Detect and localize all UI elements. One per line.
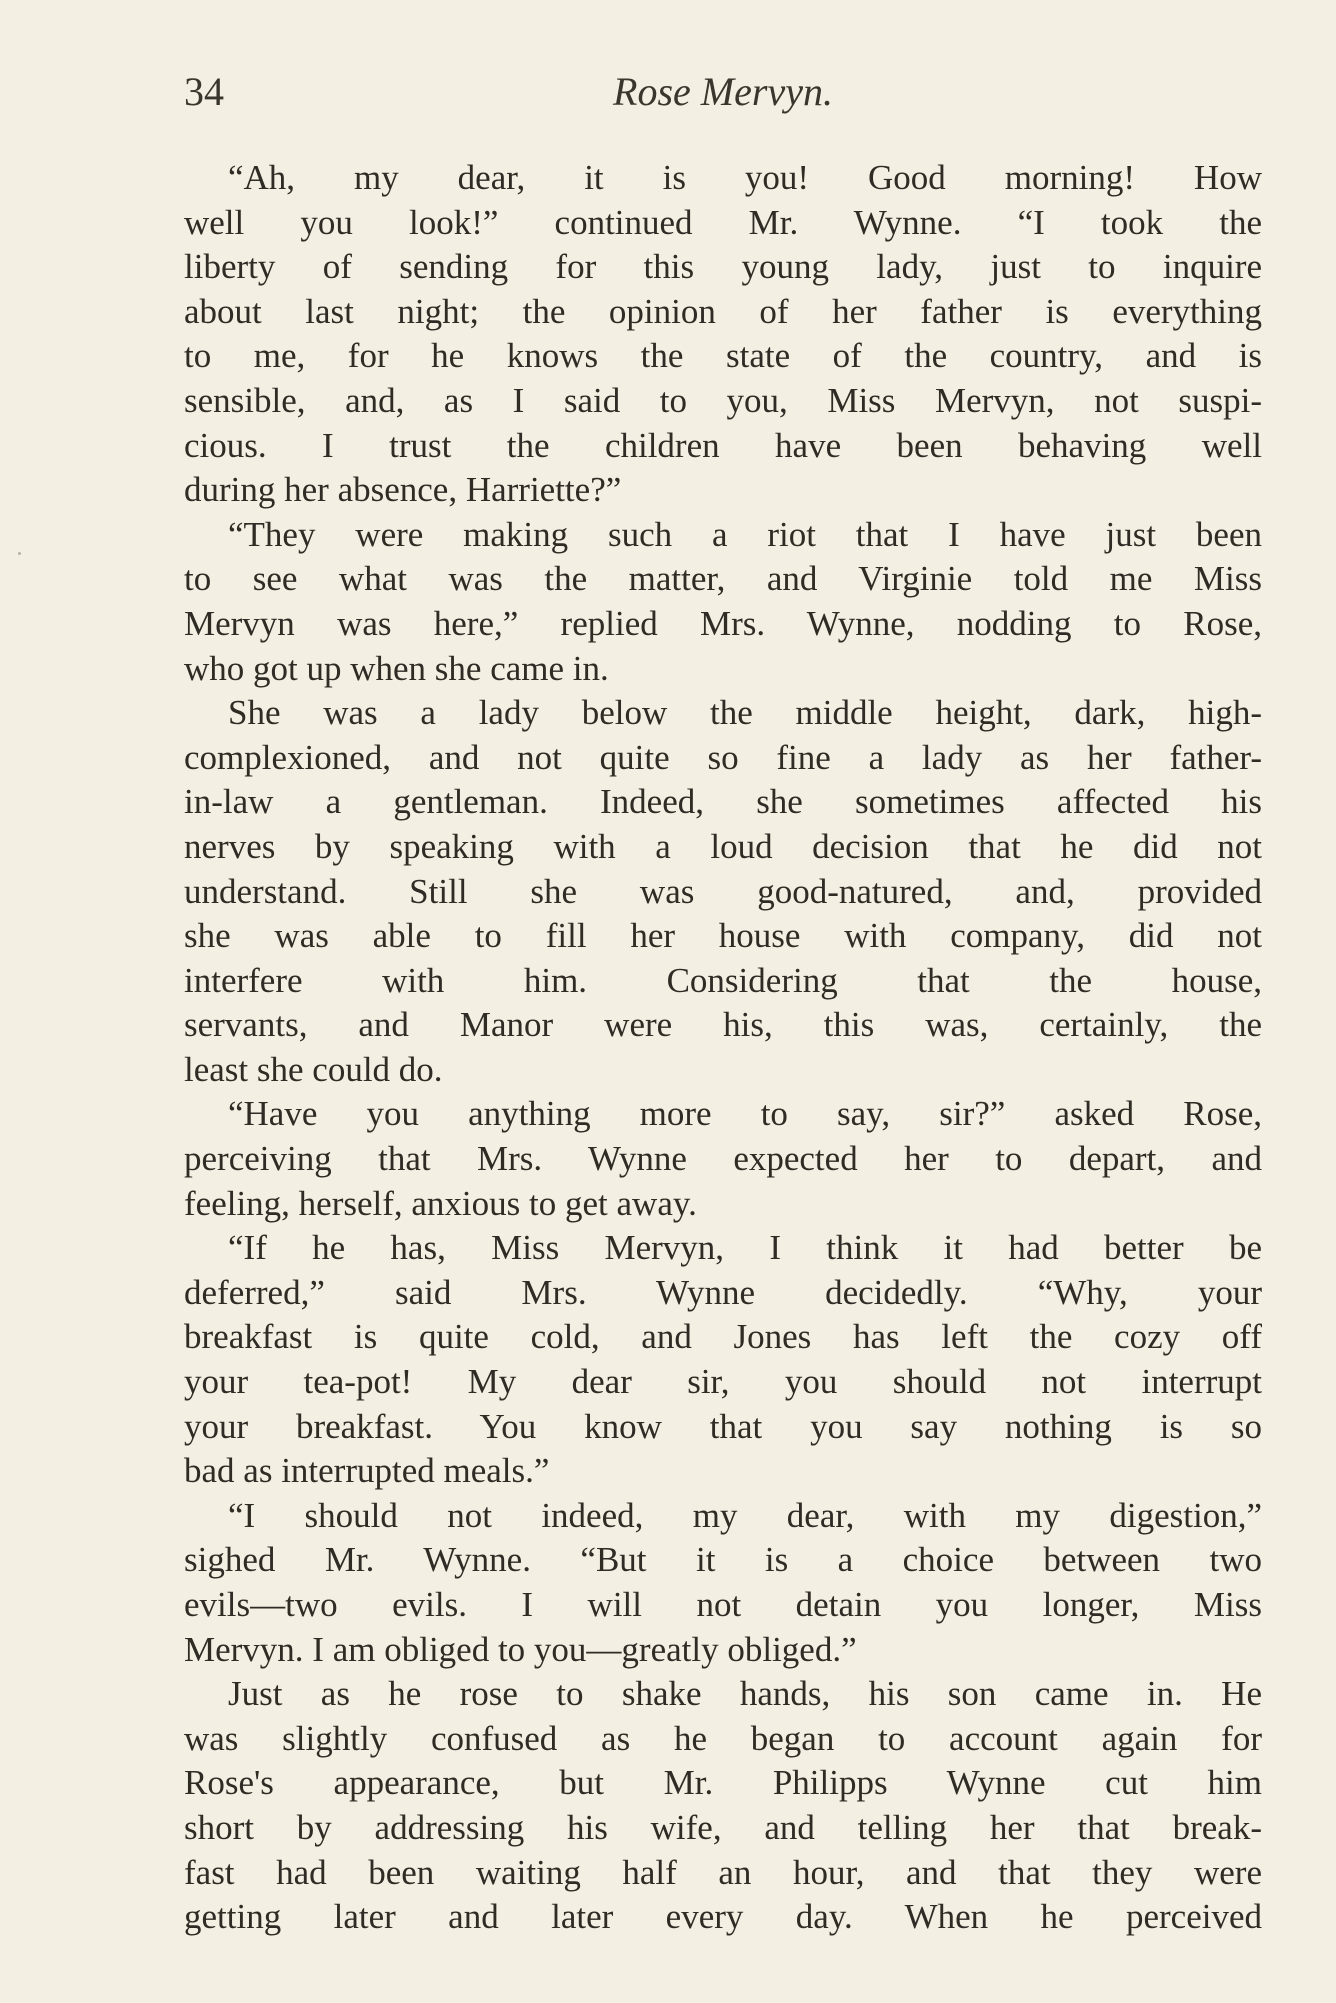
text-line: interfere with him. Considering that the house, xyxy=(184,960,1262,1000)
text-line: fast had been waiting half an hour, and that they were xyxy=(184,1852,1262,1892)
page-header xyxy=(184,62,1262,122)
text-line: breakfast is quite cold, and Jones has left the cozy off xyxy=(184,1317,1262,1357)
text-line: perceiving that Mrs. Wynne expected her to depart, and xyxy=(184,1139,1262,1179)
text-line: to see what was the matter, and Virginie told me Miss xyxy=(184,559,1262,599)
text-line: bad as interrupted meals.” xyxy=(184,1451,550,1491)
text-line: was slightly confused as he began to account again for xyxy=(184,1718,1262,1758)
text-line: She was a lady below the middle height, dark, high- xyxy=(228,693,1262,733)
text-line: getting later and later every day. When he perceived xyxy=(184,1897,1262,1937)
text-line: well you look!” continued Mr. Wynne. “I took the xyxy=(184,202,1262,242)
text-line: short by addressing his wife, and telling her that break- xyxy=(184,1807,1262,1847)
text-line: your breakfast. You know that you say nothing is so xyxy=(184,1406,1262,1446)
text-line: “They were making such a riot that I have just been xyxy=(228,514,1262,554)
text-line: Just as he rose to shake hands, his son came in. He xyxy=(228,1674,1262,1714)
text-line: she was able to fill her house with company, did not xyxy=(184,916,1262,956)
text-line: Mervyn. I am obliged to you—greatly obliged.” xyxy=(184,1629,857,1669)
text-line: cious. I trust the children have been behaving well xyxy=(184,425,1262,465)
text-line: sighed Mr. Wynne. “But it is a choice between two xyxy=(184,1540,1262,1580)
page-number: 34 xyxy=(184,69,224,114)
text-line: servants, and Manor were his, this was, certainly, the xyxy=(184,1005,1262,1045)
text-line: in-law a gentleman. Indeed, she sometimes affected his xyxy=(184,782,1262,822)
text-line: to me, for he knows the state of the country, and is xyxy=(184,336,1262,376)
text-line: sensible, and, as I said to you, Miss Mervyn, not suspi- xyxy=(184,380,1262,420)
text-line: liberty of sending for this young lady, just to inquire xyxy=(184,247,1262,287)
text-line: your tea-pot! My dear sir, you should not interrupt xyxy=(184,1362,1262,1402)
text-line: during her absence, Harriette?” xyxy=(184,470,622,510)
text-line: “I should not indeed, my dear, with my digestion,” xyxy=(228,1495,1262,1535)
running-title: Rose Mervyn. xyxy=(613,69,833,114)
text-line: evils—two evils. I will not detain you longer, Miss xyxy=(184,1585,1262,1624)
text-line: least she could do. xyxy=(184,1049,443,1089)
text-line: deferred,” said Mrs. Wynne decidedly. “Why, your xyxy=(184,1272,1262,1312)
text-line: “Have you anything more to say, sir?” asked Rose, xyxy=(228,1094,1262,1134)
text-line: understand. Still she was good-natured, and, provided xyxy=(184,871,1262,911)
text-line: about last night; the opinion of her father is everything xyxy=(184,291,1262,331)
text-line: Rose's appearance, but Mr. Philipps Wynne cut him xyxy=(184,1763,1262,1803)
body-text xyxy=(184,156,1262,1940)
text-line: nerves by speaking with a loud decision that he did not xyxy=(184,826,1262,866)
text-line: “If he has, Miss Mervyn, I think it had better be xyxy=(228,1228,1262,1268)
margin-speck xyxy=(18,552,21,555)
text-line: “Ah, my dear, it is you! Good morning! How xyxy=(228,158,1262,197)
text-line: feeling, herself, anxious to get away. xyxy=(184,1183,697,1223)
text-line: Mervyn was here,” replied Mrs. Wynne, nodding to Rose, xyxy=(184,603,1262,643)
text-line: who got up when she came in. xyxy=(184,648,609,688)
text-line: complexioned, and not quite so fine a lady as her father- xyxy=(184,737,1262,777)
